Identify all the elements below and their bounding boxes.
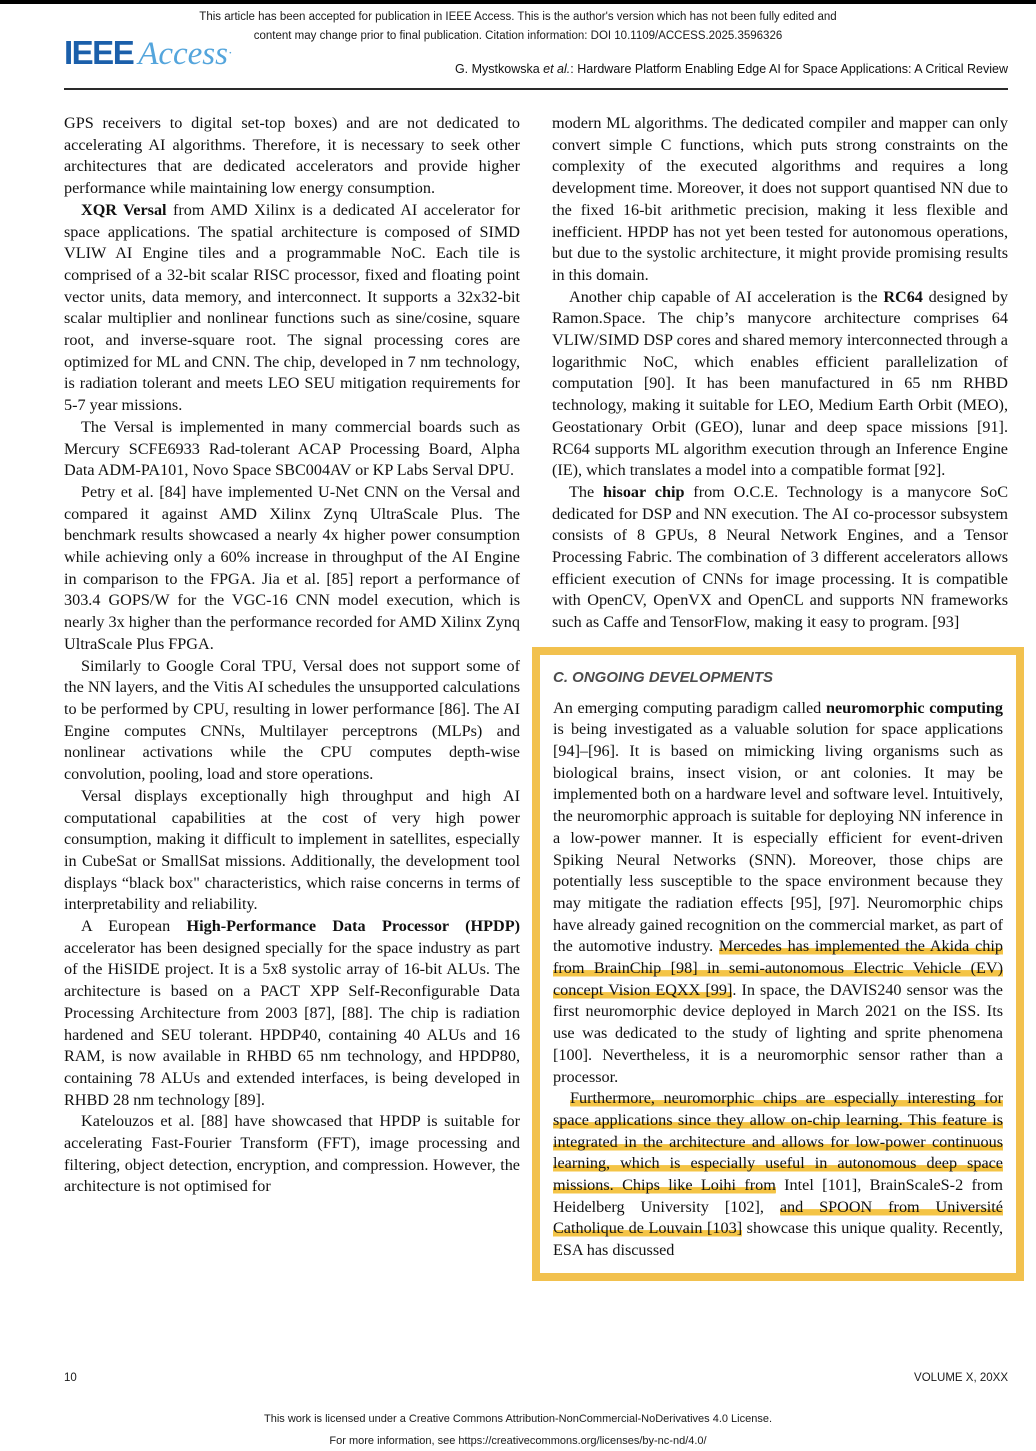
text-segment: neuromorphic computing — [825, 698, 1003, 717]
text-segment: G. Mystkowska — [454, 62, 544, 76]
left-column-text — [64, 113, 520, 1198]
text-segment: modern ML algorithms. The dedicated compiler and mapper can only convert simple C functions, which puts strong constraints on the complexity of the executed algorithms and requires a long development time. Moreover, it does not support quantised NN due to the fixed 16-bit arithmetic precision, making it less flexible and inefficient. HPDP has not yet been tested for autonomous operations, but due to the systolic architecture, it might provide promising results in this domain. — [552, 114, 1008, 284]
running-head — [248, 62, 1008, 76]
text-segment: et al. — [543, 62, 571, 76]
text-segment: The Versal is implemented in many commercial boards such as Mercury SCFE6933 Rad-tolerant ACAP Processing Board, Alpha Data ADM-PA101, Novo Space SBC004AV or KP Labs Serval DPU. — [64, 417, 520, 480]
text-segment: Katelouzos et al. [88] have showcased that HPDP is suitable for accelerating Fast-Fourier Transform (FFT), image processing and filtering, object detection, encryption, and compression. However, the architecture is not optimised for — [64, 1112, 520, 1196]
highlighted-text: Furthermore, neuromorphic chips are especially interesting for space applications since they allow on-chip learning. This feature is integrated in the architecture and allows for low-power continuous learning, which is especially useful in autonomous deep space missions. Chips like Loihi from — [553, 1089, 1003, 1195]
banner-line-1: This article has been accepted for publication in IEEE Access. This is the author's version which has not been fully edited and — [199, 11, 837, 23]
text-segment: Another chip capable of AI acceleration is the — [569, 287, 884, 306]
text-segment: accelerator has been designed specially for the space industry as part of the HiSIDE project. It is a 5x8 systolic array of 16-bit ALUs. The architecture is based on a PACT XPP Self-Reconfigurable Data Processing Architecture from 2003 [87], [88]. The chip is radiation hardened and SEU tolerant. HPDP40, containing 40 ALUs and 16 RAM, is now available in RHBD 65 nm technology, and HPDP80, containing 78 ALUs and extended interfaces, is being developed in RHBD 28 nm technology [89]. — [64, 938, 520, 1109]
license-line-1: This work is licensed under a Creative Commons Attribution-NonCommercial-NoDerivatives 4.0 License. — [263, 1413, 773, 1425]
left-column — [64, 113, 520, 1198]
paragraph — [553, 698, 1003, 1089]
logo-ieee-text: IEEE — [64, 34, 134, 71]
text-segment: High-Performance Data Processor (HPDP) — [186, 917, 521, 936]
highlighted-text: Mercedes has implemented the Akida chip from BrainChip [98] in semi-autonomous Electric Vehicle (EV) concept Vision EQXX [99] — [553, 937, 1003, 999]
scan-edge-bar — [0, 0, 1036, 4]
highlighted-text: and SPOON from Université Catholique de Louvain [103] — [553, 1197, 1003, 1238]
text-segment: Similarly to Google Coral TPU, Versal does not support some of the NN layers, and the Vitis AI schedules the unsupported calculations to be performed by CPU, resulting in lower performance [86]. The AI Engine computes CNNs, Multilayer perceptrons (MLPs) and nonlinear activations while the CPU computes depth-wise convolution, pooling, load and store operations. — [64, 656, 520, 784]
right-column-text — [552, 113, 1008, 634]
paragraph — [552, 482, 1008, 634]
banner-line-2: content may change prior to final publication. Citation information: DOI 10.1109/ACCESS.2025.3596326 — [253, 30, 783, 42]
license-block — [0, 1408, 1036, 1451]
paragraph — [64, 200, 520, 417]
logo-access-text: Access — [138, 36, 228, 72]
text-segment: from AMD Xilinx is a dedicated AI accelerator for space applications. The spatial architecture is composed of SIMD VLIW AI Engine tiles and a programmable NoC. Each tile is comprised of a 32-bit scalar RISC processor, fixed and floating point vector units, data memory, and interconnect. It supports a 32x32-bit scalar multiplier and nonlinear functions such as sine/cosine, square root, and inverse-square root. The signal processing cores are optimized for ML and CNN. The chip, developed in 7 nm technology, is radiation tolerant and meets LEO SEU mitigation requirements for 5-7 year missions. — [64, 200, 520, 415]
text-segment: XQR Versal — [81, 200, 167, 219]
logo-trademark-mark: · — [228, 46, 233, 62]
text-segment: RC64 — [883, 287, 923, 306]
paragraph — [64, 916, 520, 1111]
text-segment: GPS receivers to digital set-top boxes) and are not dedicated to accelerating AI algorithms. Therefore, it is necessary to seek other architectures that are dedicated accelerators and provide higher performance while maintaining low energy consumption. — [64, 114, 520, 198]
text-segment: A European — [81, 917, 187, 936]
paragraph — [552, 113, 1008, 287]
highlight-box — [532, 647, 1024, 1281]
text-segment: : Hardware Platform Enabling Edge AI for Space Applications: A Critical Review — [570, 62, 1008, 76]
text-segment: Petry et al. [84] have implemented U-Net CNN on the Versal and compared it against AMD Xilinx Zynq UltraScale Plus. The benchmark results showcased a nearly 4x higher power consumption while achieving only a 60% increase in throughput of the AI Engine in comparison to the FPGA. Jia et al. [85] report a performance of 303.4 GOPS/W for the VGC-16 CNN model execution, which is nearly 3x higher than the performance recorded for AMD Xilinx Zynq UltraScale Plus FPGA. — [64, 482, 520, 653]
text-segment: Intel [101], BrainScaleS-2 from Heidelberg University [102], — [553, 1176, 1003, 1216]
paragraph — [64, 482, 520, 656]
license-line-2: For more information, see https://creativecommons.org/licenses/by-nc-nd/4.0/ — [329, 1435, 707, 1447]
header-rule — [64, 88, 1008, 90]
text-segment: Versal displays exceptionally high throughput and high AI computational capabilities at the cost of very high power consumption, making it difficult to implement in satellites, especially in CubeSat or SmallSat missions. Additionally, the development tool displays “black box" characteristics, which raise concerns in terms of interpretability and reliability. — [64, 786, 520, 914]
text-segment: . In space, the DAVIS240 sensor was the first neuromorphic device deployed in March 2021 on the ISS. Its use was dedicated to the study of lighting and sprite phenomena [100]. Nevertheless, it is a neuromorphic sensor rather than a processor. — [553, 980, 1003, 1086]
text-segment: is being investigated as a valuable solution for space applications [94]–[96]. It is based on mimicking living organisms such as biological brains, insect vision, or ant colonies. It may be implemented both on a hardware level and software level. Intuitively, the neuromorphic approach is suitable for deploying NN inference in a low-power manner. It is especially efficient for event-driven Spiking Neural Networks (SNN). Moreover, those chips are potentially less susceptible to the space environment because they may mitigate the radiation effects [95], [97]. Neuromorphic chips have already gained recognition on the commercial market, as part of the automotive industry. — [553, 720, 1003, 956]
ieee-access-logo — [64, 34, 233, 73]
footer-page-number: 10 — [64, 1372, 77, 1384]
paragraph — [64, 656, 520, 786]
paragraph — [64, 1111, 520, 1198]
paragraph — [553, 1088, 1003, 1262]
text-segment: An emerging computing paradigm called — [553, 698, 826, 717]
text-segment: designed by Ramon.Space. The chip’s manycore architecture comprises 64 VLIW/SIMD DSP cores and shared memory interconnected through a logarithmic NoC, which enables efficient parallelization of computation [90]. It has been manufactured in 65 nm RHBD technology, making it suitable for LEO, Medium Earth Orbit (MEO), Geostationary Orbit (GEO), lunar and deep space missions [91]. RC64 supports ML algorithm execution through an Inference Engine (IE), which translates a model into a compatible format [92]. — [552, 287, 1009, 480]
paragraph — [552, 287, 1008, 482]
right-column — [552, 113, 1008, 1281]
paragraph — [64, 417, 520, 482]
text-segment: from O.C.E. Technology is a manycore SoC dedicated for DSP and NN execution. The AI co-processor subsystem consists of 8 GPUs, 8 Neural Network Engines, and a Tensor Processing Fabric. The combination of 3 different accelerators allows efficient execution of CNNs for image processing. It is compatible with OpenCV, OpenVX and OpenCL and supports NN frameworks such as Caffe and TensorFlow, making it easy to program. [93] — [552, 482, 1008, 632]
page-footer — [64, 1372, 1008, 1384]
highlight-box-text — [553, 698, 1003, 1262]
text-segment: showcase this unique quality. Recently, ESA has discussed — [553, 1219, 1003, 1260]
paragraph — [64, 786, 520, 916]
section-heading: C. ONGOING DEVELOPMENTS — [553, 668, 774, 686]
text-segment: The — [569, 482, 604, 501]
paragraph — [64, 113, 520, 200]
text-segment: hisoar chip — [603, 482, 685, 501]
footer-volume: VOLUME X, 20XX — [914, 1372, 1008, 1384]
